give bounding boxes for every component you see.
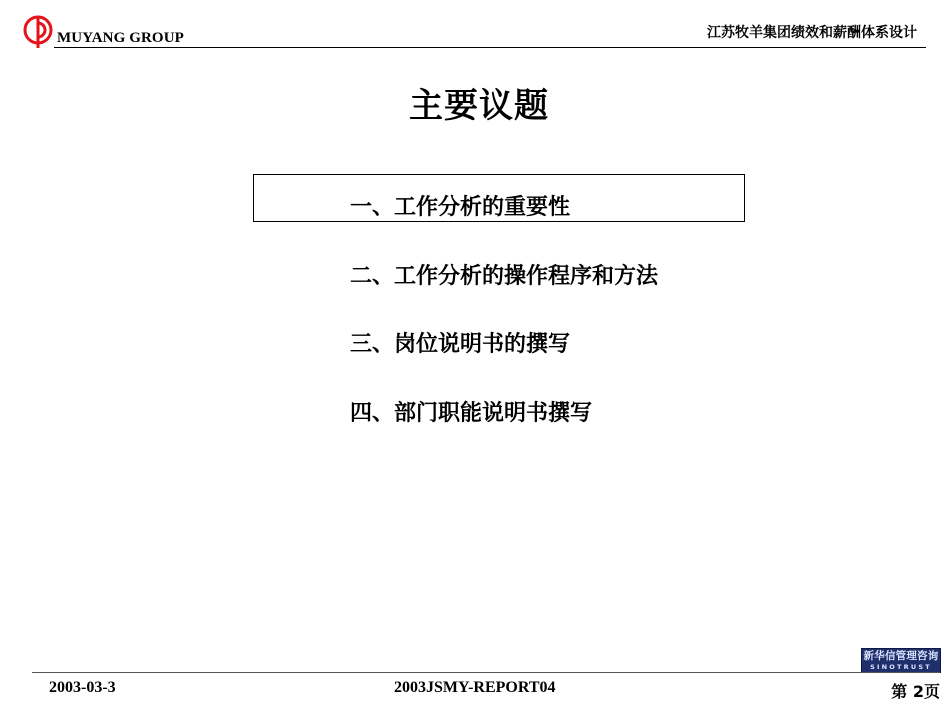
agenda-item-1: 一、工作分析的重要性: [350, 195, 571, 220]
footer-date: 2003-03-3: [49, 679, 116, 696]
footer-divider: [32, 672, 940, 673]
sinotrust-logo: [861, 648, 941, 673]
agenda-item-2: 二、工作分析的操作程序和方法: [350, 264, 659, 289]
sinotrust-logo-en: SINOTRUST: [870, 663, 932, 671]
brand-name: MUYANG GROUP: [57, 30, 184, 46]
footer-page-number: 第 2页: [891, 682, 940, 701]
muyang-logo-icon: [22, 14, 56, 50]
slide-title: 主要议题: [409, 86, 549, 126]
footer-report-code: 2003JSMY-REPORT04: [394, 679, 556, 696]
sinotrust-logo-cn: 新华信管理咨询: [863, 650, 939, 662]
agenda-item-4: 四、部门职能说明书撰写: [350, 401, 593, 426]
agenda-item-3: 三、岗位说明书的撰写: [350, 332, 571, 357]
header-divider: [54, 47, 926, 48]
project-title: 江苏牧羊集团绩效和薪酬体系设计: [707, 25, 917, 41]
